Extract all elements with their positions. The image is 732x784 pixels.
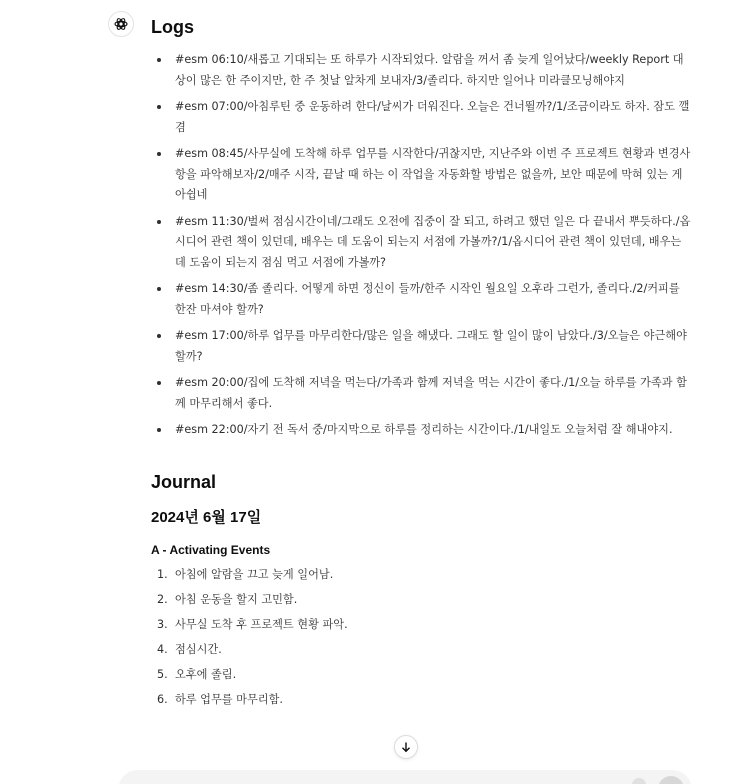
journal-date: 2024년 6월 17일 — [151, 508, 262, 526]
list-number: 4. — [157, 642, 168, 656]
list-number: 1. — [157, 567, 168, 581]
list-text: 아침 운동을 할지 고민함. — [175, 592, 298, 606]
list-item — [151, 615, 691, 635]
log-item: #esm 14:30/좀 졸리다. 어떻게 하면 정신이 들까/한주 시작인 월요일 오후라 그런가, 졸리다./2/커피를 한잔 마셔야 할까? — [151, 279, 691, 320]
log-item: #esm 22:00/자기 전 독서 중/마지막으로 하루를 정리하는 시간이다./1/내일도 오늘처럼 잘 해내야지. — [151, 420, 691, 441]
arrow-down-icon — [400, 741, 412, 753]
list-item — [151, 565, 691, 585]
list-text: 하루 업무를 마무리함. — [175, 692, 283, 706]
list-item — [151, 590, 691, 610]
list-item — [151, 640, 691, 660]
activating-events-heading: A - Activating Events — [151, 542, 271, 557]
list-item — [151, 665, 691, 685]
log-item: #esm 11:30/벌써 점심시간이네/그래도 오전에 집중이 잘 되고, 하려고 했던 일은 다 끝내서 뿌듯하다./옵시디어 관련 책이 있던데, 배우는 데 도움이 되는지 서점에 가볼까?/1/옵시디어 관련 책이 있던데, 배우는 데 도움이 되는지 점심 먹고 서점에 가볼까? — [151, 212, 691, 274]
list-item — [151, 690, 691, 710]
list-text: 오후에 졸림. — [175, 667, 237, 681]
list-text: 점심시간. — [175, 642, 222, 656]
log-item: #esm 20:00/집에 도착해 저녁을 먹는다/가족과 함께 저녁을 먹는 시간이 좋다./1/오늘 하루를 가족과 함께 마무리해서 좋다. — [151, 373, 691, 414]
log-item: #esm 06:10/새롭고 기대되는 또 하루가 시작되었다. 알람을 꺼서 좀 늦게 일어났다/weekly Report 대상이 많은 한 주이지만, 한 주 첫날 알차게 보내자/3/졸리다. 하지만 일어나 미라클모닝해야지 — [151, 50, 691, 91]
log-item: #esm 08:45/사무실에 도착해 하루 업무를 시작한다/귀찮지만, 지난주와 이번 주 프로젝트 현황과 변경사항을 파악해보자/2/매주 시작, 끝날 때 하는 이 작업을 자동화할 방법은 없을까, 보안 때문에 막혀 있는 게 아쉽네 — [151, 144, 691, 206]
event-list — [151, 565, 691, 710]
assistant-message — [151, 14, 691, 715]
scroll-to-bottom-button[interactable] — [394, 735, 418, 759]
list-number: 6. — [157, 692, 168, 706]
log-item: #esm 07:00/아침루틴 중 운동하려 한다/날씨가 더워진다. 오늘은 건너뛸까?/1/조금이라도 하자. 잠도 깰 겸 — [151, 97, 691, 138]
logs-heading: Logs — [151, 17, 194, 37]
message-composer[interactable] — [118, 770, 692, 784]
list-number: 3. — [157, 617, 168, 631]
list-text: 아침에 알람을 끄고 늦게 일어남. — [175, 567, 334, 581]
list-number: 5. — [157, 667, 168, 681]
list-number: 2. — [157, 592, 168, 606]
send-button[interactable] — [658, 776, 684, 784]
voice-icon[interactable] — [632, 778, 646, 784]
log-list — [151, 50, 691, 441]
log-item: #esm 17:00/하루 업무를 마무리한다/많은 일을 해냈다. 그래도 할 일이 많이 남았다./3/오늘은 야근해야 할까? — [151, 326, 691, 367]
journal-heading: Journal — [151, 471, 217, 492]
list-text: 사무실 도착 후 프로젝트 현황 파악. — [175, 617, 348, 631]
assistant-logo-icon — [108, 11, 134, 37]
